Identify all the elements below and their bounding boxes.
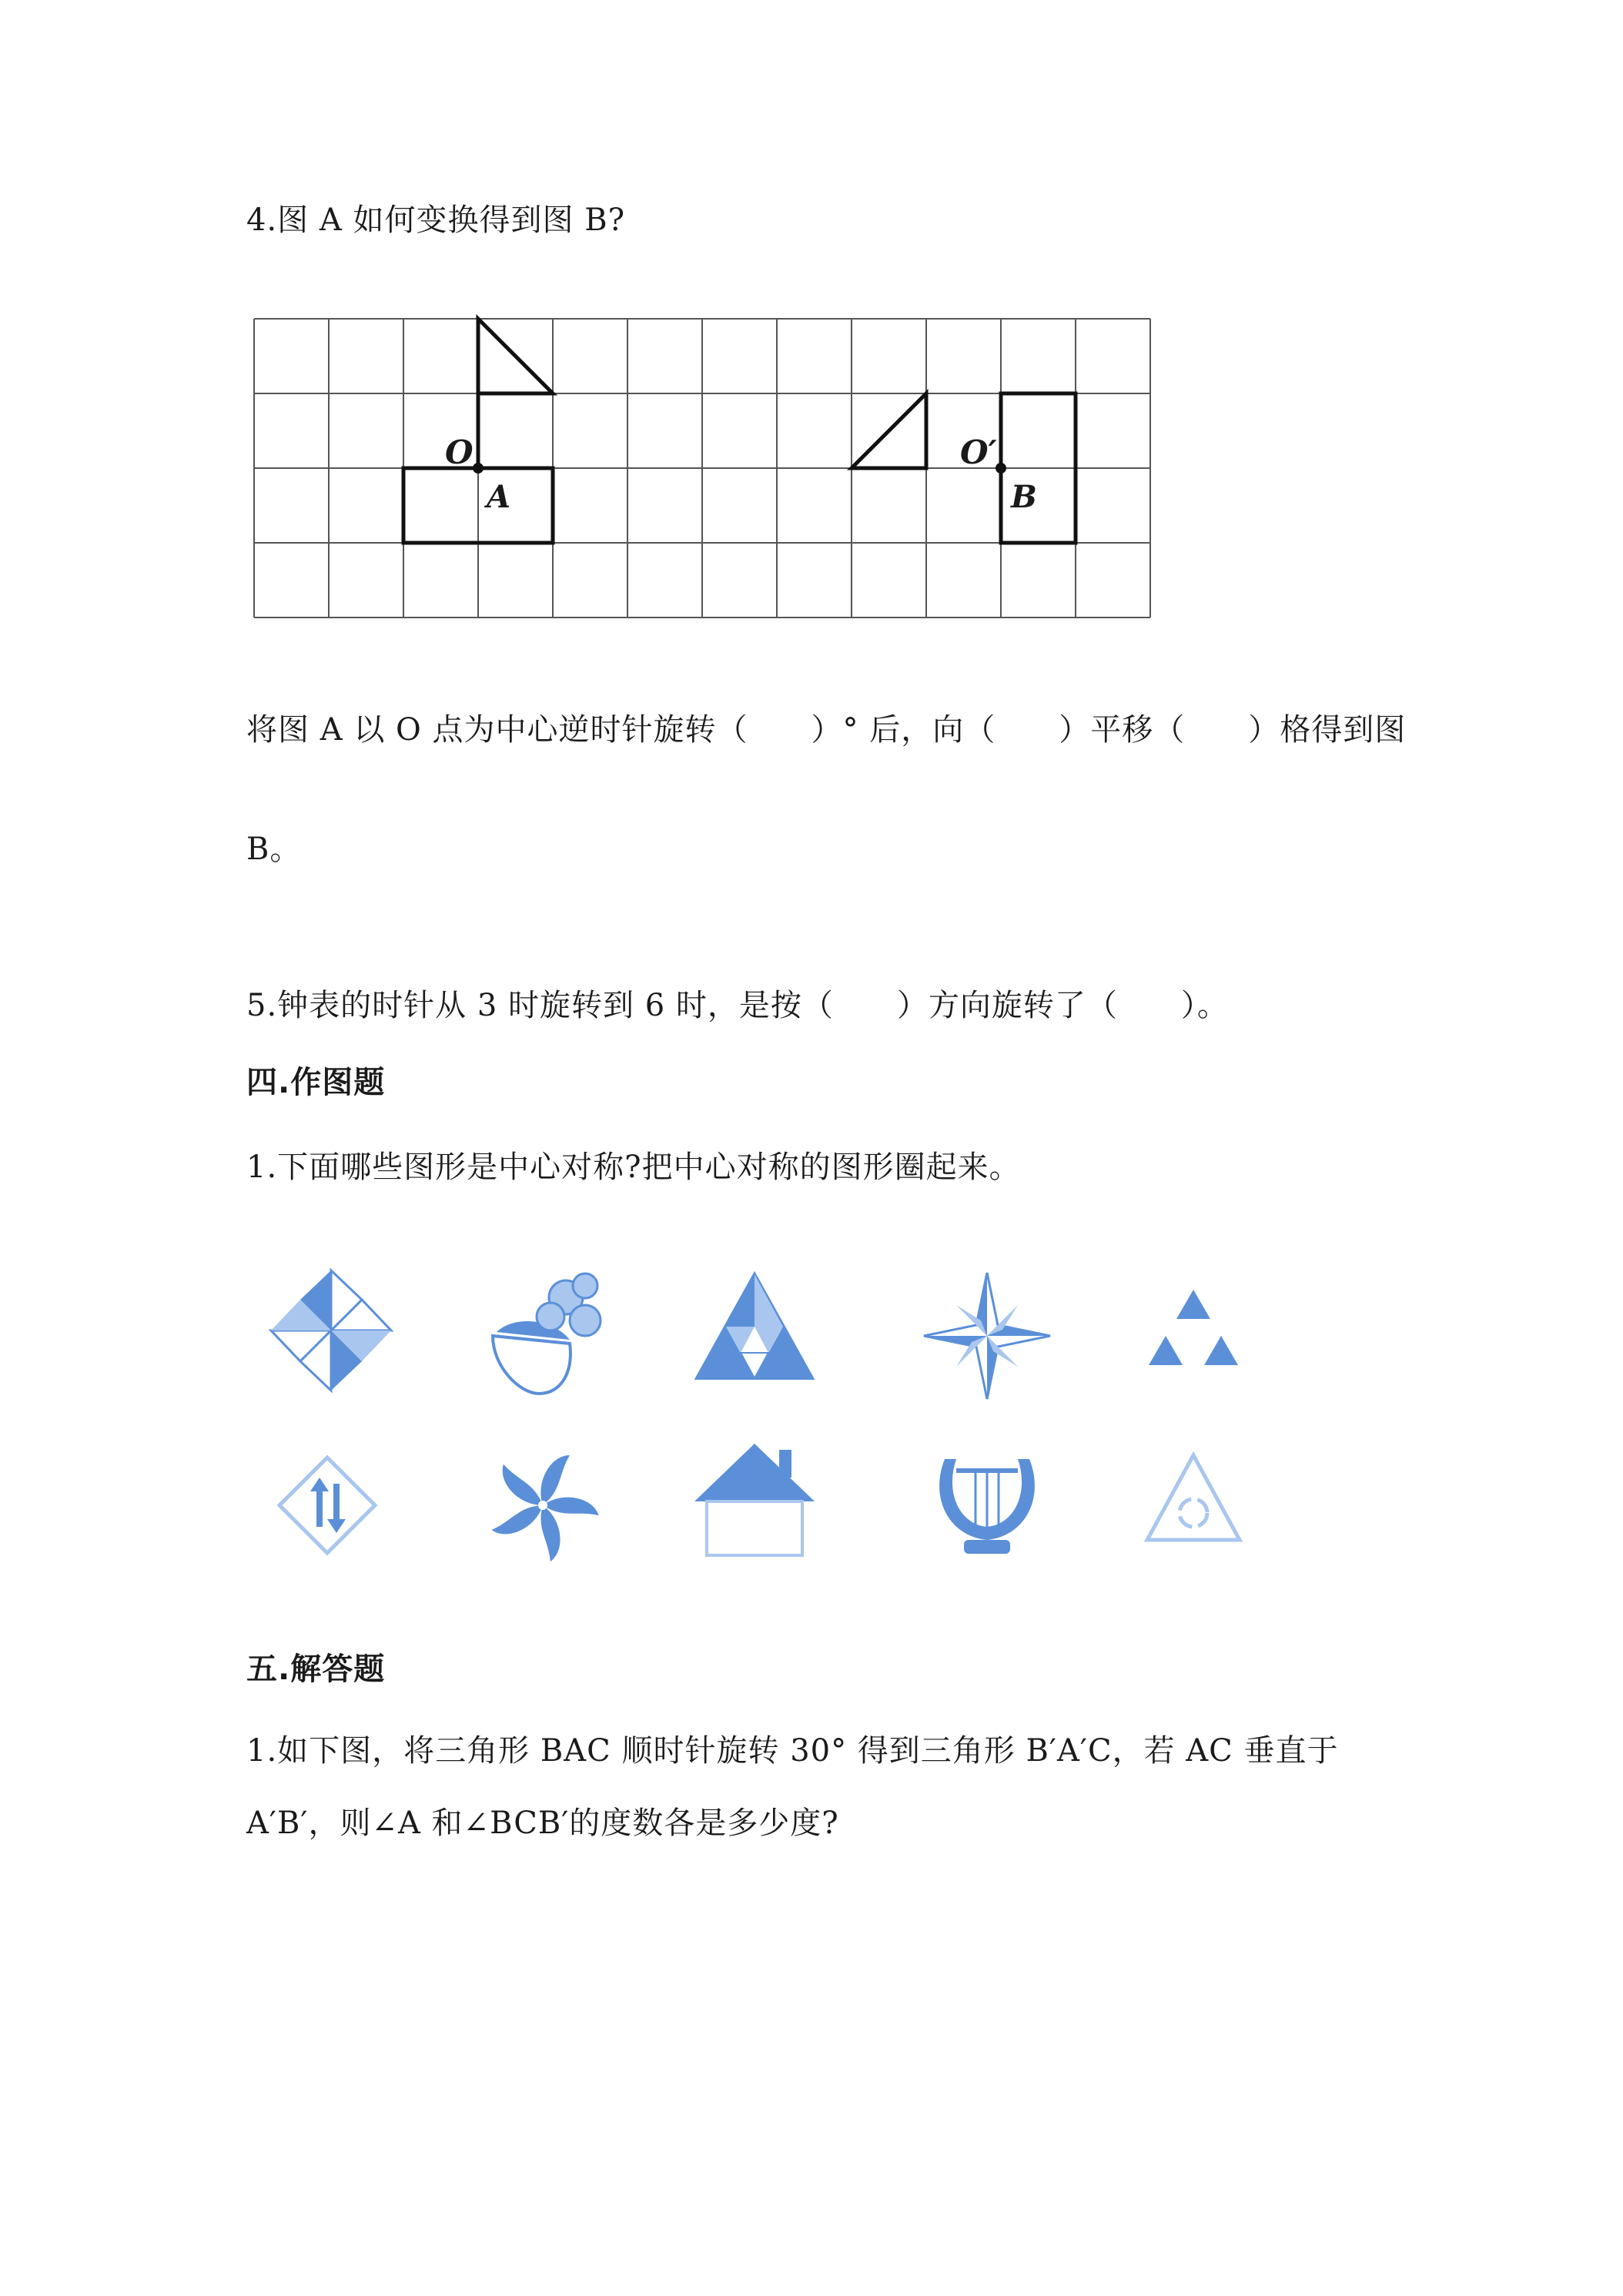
section5-q1-line-1: 1.如下图，将三角形 BAC 顺时针旋转 30° 得到三角形 B′A′C，若 AC 垂直于 (246, 1733, 1339, 1769)
label-b: B (1011, 479, 1037, 515)
triforce-icon (1149, 1290, 1238, 1365)
q4-fill-line-1: 将图 A 以 O 点为中心逆时针旋转（ ）° 后，向（ ）平移（ ）格得到图 (246, 712, 1407, 748)
section5-heading: 五.解答题 (246, 1652, 386, 1687)
label-o-prime: O′ (960, 433, 997, 471)
recycle-triangle-sign-icon (1147, 1455, 1240, 1540)
radish-icon (493, 1274, 601, 1394)
label-o: O (445, 433, 474, 471)
point-o-prime (996, 463, 1006, 474)
shapes-row-2 (269, 1432, 1263, 1586)
house-icon (694, 1444, 815, 1555)
lyre-icon (939, 1459, 1035, 1554)
up-down-arrows-sign-icon (279, 1458, 375, 1553)
section5-q1-line-2: A′B′，则∠A 和∠BCB′的度数各是多少度? (246, 1806, 839, 1841)
bauhinia-flower-icon (491, 1455, 598, 1561)
compass-star-icon (924, 1273, 1050, 1399)
q5-text: 5.钟表的时针从 3 时旋转到 6 时，是按（ ）方向旋转了（ ）。 (246, 988, 1229, 1023)
q4-fill-line-2: B。 (246, 832, 302, 867)
grid-lines (254, 319, 1150, 618)
pinwheel-icon (271, 1270, 391, 1391)
triangle-mosaic-icon (697, 1274, 812, 1378)
shapes-row-1 (269, 1263, 1263, 1417)
section4-q1: 1.下面哪些图形是中心对称?把中心对称的图形圈起来。 (246, 1150, 1021, 1185)
q4-title: 4.图 A 如何变换得到图 B? (246, 202, 626, 238)
label-a: A (487, 479, 511, 515)
point-o (473, 463, 484, 474)
rotation-grid-figure (254, 319, 1155, 627)
section4-heading: 四.作图题 (246, 1065, 386, 1100)
